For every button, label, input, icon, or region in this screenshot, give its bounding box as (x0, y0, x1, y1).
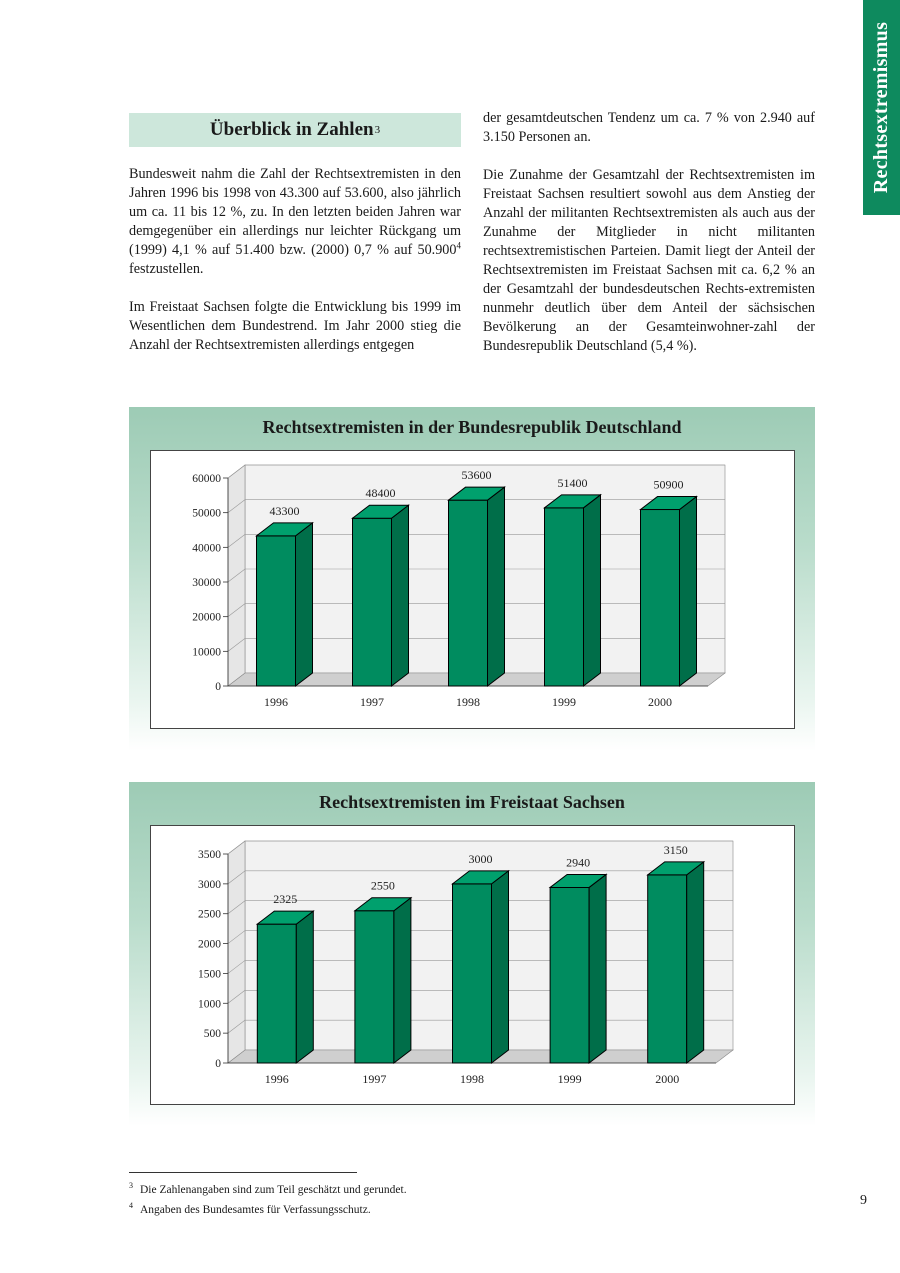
bar-front (550, 887, 589, 1063)
paragraph-federal-trend (129, 165, 461, 279)
footnote-divider (129, 1172, 357, 1173)
page-number: 9 (860, 1193, 867, 1208)
chart-title-saxony: Rechtsextremisten im Freistaat Sachsen (319, 792, 625, 812)
data-label: 2940 (566, 855, 591, 870)
paragraph-federal-tail: festzustellen. (129, 261, 204, 277)
y-tick-label: 1000 (198, 998, 221, 1011)
bar-side (394, 898, 411, 1063)
data-label: 51400 (557, 475, 588, 490)
left-text-column (129, 165, 461, 374)
bar-side (687, 862, 704, 1063)
y-tick-label: 10000 (192, 646, 221, 659)
bar-front (545, 508, 584, 686)
chart-side-wall (228, 841, 245, 1063)
data-label: 53600 (461, 468, 492, 483)
bar-front (257, 536, 296, 686)
bar-side (488, 487, 505, 686)
x-tick-label: 1998 (460, 1072, 484, 1086)
x-tick-label: 1997 (362, 1072, 387, 1086)
heading-footnote-ref[interactable]: 3 (374, 124, 381, 136)
footnote-ref-4[interactable]: 4 (456, 240, 461, 251)
paragraph-saxony-continued: der gesamtdeutschen Tendenz um ca. 7 % von 2.940 auf 3.150 Personen an. (483, 110, 815, 145)
paragraph-saxony-increase: Die Zunahme der Gesamtzahl der Rechtsextremisten im Freistaat Sachsen resultiert sowohl aus dem Anstieg der Anzahl der militanten Rechtsextremisten als auch aus der Zunahme der Mitglieder in nicht militanten rechtsextremistischen Parteien. Damit liegt der Anteil der Rechtsextremisten im Freistaat Sachsen mit ca. 6,2 % an der Gesamtzahl der bundesdeutschen Rechts-extremisten nunmehr deutlich über dem Anteil der sächsischen Bevölkerung an der Gesamteinwohner-zahl der Bundesrepublik Deutschland (5,4 %). (483, 167, 815, 354)
footnotes (129, 1178, 407, 1218)
y-tick-label: 3500 (198, 849, 221, 861)
x-tick-label: 1999 (552, 695, 576, 709)
y-tick-label: 2500 (198, 908, 221, 921)
data-label: 2550 (370, 878, 395, 893)
paragraph-federal-text: Bundesweit nahm die Zahl der Rechtsextremisten in den Jahren 1996 bis 1998 von 43.300 auf 53.600, also jährlich um ca. 11 bis 12 %, zu. In den letzten beiden Jahren war demgegenüber ein allerdings nur leichter Rückgang um (1999) 4,1 % auf 51.400 bzw. (2000) 0,7 % auf 50.900 (129, 166, 461, 258)
paragraph-saxony-trend: Im Freistaat Sachsen folgte die Entwicklung bis 1999 im Wesentlichen dem Bundestrend. Im Jahr 2000 stieg die Anzahl der Rechtsextremisten allerdings entgegen (129, 299, 461, 353)
bar-front (648, 875, 687, 1063)
x-tick-label: 2000 (648, 695, 672, 709)
y-tick-label: 2000 (198, 938, 221, 951)
chart-area-federal (150, 450, 795, 729)
bar-front (257, 924, 296, 1063)
data-label: 43300 (269, 503, 300, 518)
bar-side (296, 523, 313, 686)
chart-panel-saxony (129, 782, 815, 1126)
bar-chart-saxony (151, 826, 794, 1104)
bar-side (584, 495, 601, 686)
data-label: 48400 (365, 486, 396, 501)
x-tick-label: 1999 (557, 1072, 582, 1086)
bar-chart-federal (151, 451, 794, 728)
x-tick-label: 2000 (655, 1072, 680, 1086)
bar-front (453, 884, 492, 1063)
y-tick-label: 0 (215, 681, 221, 693)
bar-front (353, 518, 392, 686)
y-tick-label: 30000 (192, 577, 221, 589)
x-tick-label: 1998 (456, 695, 480, 709)
y-tick-label: 0 (215, 1058, 221, 1070)
section-heading (129, 113, 461, 147)
footnote-number: 4 (129, 1200, 133, 1210)
y-tick-label: 500 (203, 1028, 221, 1041)
y-tick-label: 20000 (192, 611, 221, 624)
y-tick-label: 3000 (198, 878, 221, 891)
footnote-3 (129, 1178, 407, 1198)
y-tick-label: 1500 (198, 968, 221, 981)
y-tick-label: 40000 (192, 542, 221, 555)
section-heading-text: Überblick in Zahlen (209, 119, 374, 140)
right-text-column (483, 109, 815, 375)
chart-title-federal: Rechtsextremisten in der Bundesrepublik Deutschland (262, 417, 682, 437)
bar-side (680, 497, 697, 686)
bar-side (492, 871, 509, 1063)
y-tick-label: 60000 (192, 473, 221, 485)
data-label: 2325 (273, 892, 298, 907)
side-tab-label: Rechtsextremismus (870, 21, 892, 194)
footnote-text: Die Zahlenangaben sind zum Teil geschätzt und gerundet. (140, 1183, 407, 1196)
footnote-4 (129, 1198, 407, 1218)
bar-side (589, 874, 606, 1063)
data-label: 3150 (663, 842, 688, 857)
y-tick-label: 50000 (192, 507, 221, 520)
bar-front (355, 911, 394, 1063)
chart-panel-federal (129, 407, 815, 751)
footnote-text: Angaben des Bundesamtes für Verfassungsschutz. (140, 1203, 371, 1216)
x-tick-label: 1997 (360, 695, 384, 709)
bar-side (296, 911, 313, 1063)
data-label: 50900 (653, 477, 684, 492)
data-label: 3000 (468, 851, 493, 866)
chart-area-saxony (150, 825, 795, 1105)
x-tick-label: 1996 (264, 1072, 289, 1086)
x-tick-label: 1996 (264, 695, 288, 709)
bar-side (392, 505, 409, 686)
section-side-tab (863, 0, 900, 215)
bar-front (449, 500, 488, 686)
bar-front (641, 510, 680, 686)
footnote-number: 3 (129, 1181, 133, 1190)
